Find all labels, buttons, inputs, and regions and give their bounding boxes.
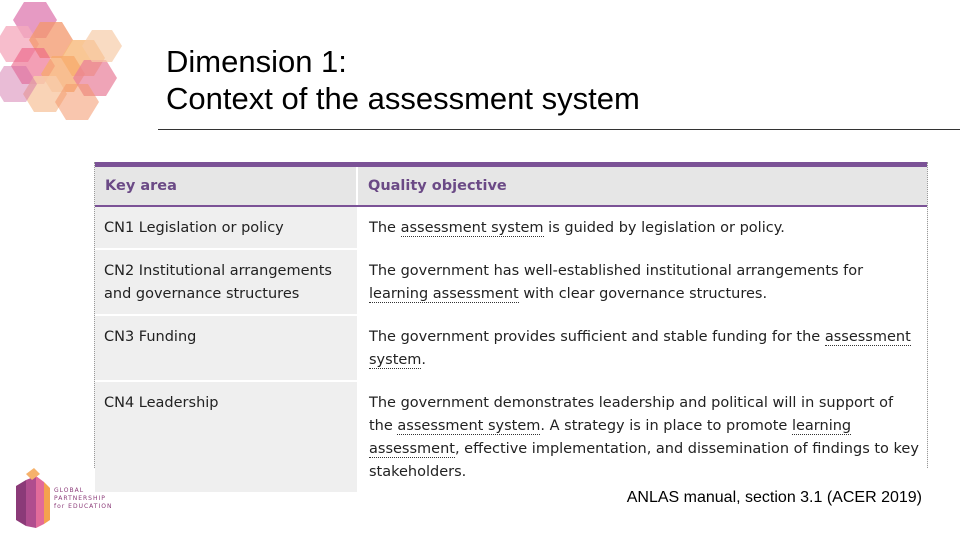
quality-objective-cell: The government provides sufficient and stable funding for the assessment system.: [357, 315, 927, 381]
glossary-term: assessment system: [397, 418, 541, 434]
header-key-area: Key area: [95, 167, 357, 206]
glossary-term: assessment system: [369, 329, 911, 368]
logo-text-line-1: GLOBAL: [54, 487, 85, 494]
key-area-cell: CN4 Leadership: [95, 381, 357, 493]
glossary-term: learning assessment: [369, 418, 852, 457]
slide-title-line-2: Context of the assessment system: [166, 81, 640, 116]
table: [95, 167, 927, 494]
table-header-row: [95, 167, 927, 206]
table-row: [95, 381, 927, 493]
table-row: [95, 206, 927, 249]
key-area-cell: CN1 Legislation or policy: [95, 206, 357, 249]
quality-objective-cell: The assessment system is guided by legislation or policy.: [357, 206, 927, 249]
quality-objectives-table: [94, 162, 928, 480]
hexagon-pattern-decoration: [0, 0, 130, 115]
glossary-term: learning assessment: [369, 286, 519, 302]
quality-objective-cell: The government has well-established institutional arrangements for learning assessment with clear governance structures.: [357, 249, 927, 315]
table-row: [95, 315, 927, 381]
key-area-cell: CN2 Institutional arrangements and governance structures: [95, 249, 357, 315]
quality-objective-cell: The government demonstrates leadership and political will in support of the assessment system. A strategy is in place to promote learning assessment, effective implementation, and dissemination of findings to key stakeholders.: [357, 381, 927, 493]
gpe-logo-text: [54, 487, 112, 511]
key-area-cell: CN3 Funding: [95, 315, 357, 381]
logo-text-line-3: for EDUCATION: [54, 503, 113, 510]
glossary-term: assessment system: [400, 220, 544, 236]
slide-title-line-1: Dimension 1:: [166, 44, 347, 79]
slide-title: [166, 43, 640, 117]
table-row: [95, 249, 927, 315]
header-quality-objective: Quality objective: [357, 167, 927, 206]
source-caption: ANLAS manual, section 3.1 (ACER 2019): [626, 489, 922, 506]
title-divider: [158, 129, 960, 130]
logo-text-line-2: PARTNERSHIP: [54, 495, 106, 502]
